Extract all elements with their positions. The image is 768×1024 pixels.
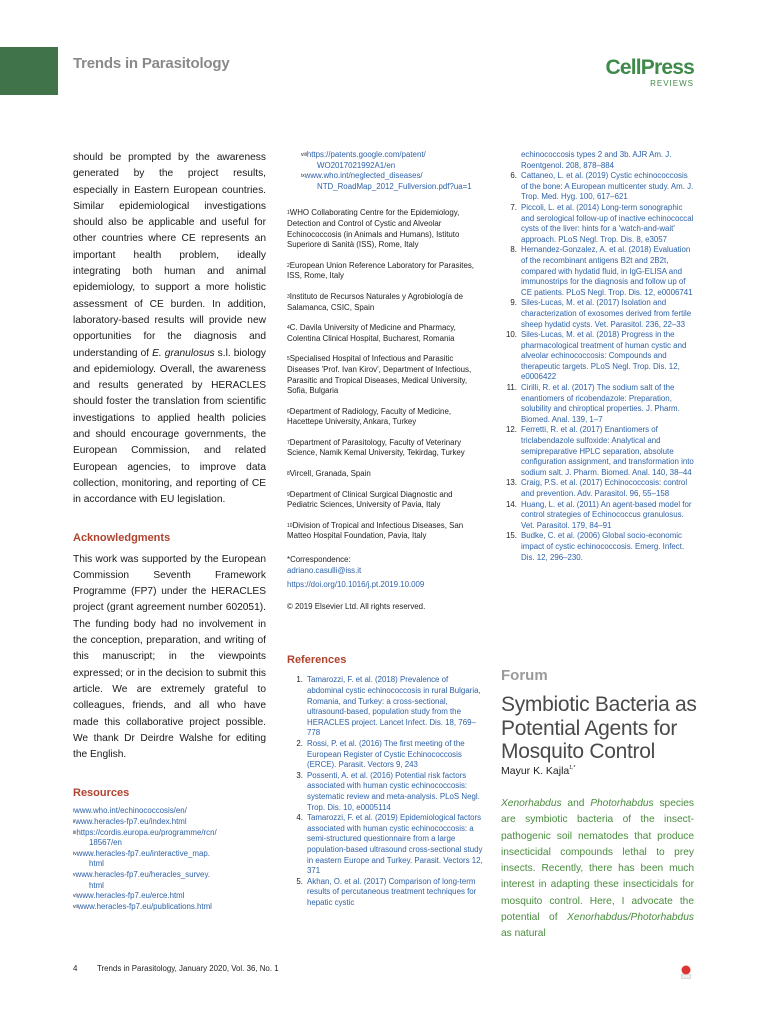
reference-item[interactable]: 9. Siles-Lucas, M. et al. (2017) Isolation and characterization of exosomes derived from fertile sheep hydatid cysts. Vet. Parasitol. 236, 22–33 xyxy=(510,298,692,329)
author-mark: 1,* xyxy=(569,765,576,771)
author-byline xyxy=(501,765,575,777)
resource-link[interactable] xyxy=(73,870,266,891)
affiliation: $^2$European Union Reference Laboratory for Parasites, ISS, Rome, Italy xyxy=(287,260,475,281)
reference-item[interactable]: 5. Akhan, O. et al. (2017) Comparison of long-term results of percutaneous treatment techniques for hepatic cystic xyxy=(296,876,477,907)
reference-item[interactable]: 3. Possenti, A. et al. (2016) Potential risk factors associated with human cystic echinococcosis: systematic review and meta-analysis. PLoS Negl. Trop. Dis. 10, e0005114 xyxy=(296,770,480,812)
reference-item[interactable]: 2. Rossi, P. et al. (2016) The first meeting of the European Register of Cystic Echinococcosis (ERCE). Parasit. Vectors 9, 243 xyxy=(296,738,465,770)
resource-link[interactable] xyxy=(73,806,266,817)
column-1 xyxy=(73,150,266,912)
resource-link[interactable] xyxy=(301,150,483,171)
references-list-continued xyxy=(501,150,694,563)
resource-link[interactable] xyxy=(73,902,266,913)
reference-item[interactable]: 14. Huang, L. et al. (2011) An agent-based model for control strategies of Echinococcus granulosus. Vet. Parasitol. 179, 84–91 xyxy=(506,499,692,530)
author-name: Mayur K. Kajla xyxy=(501,765,570,777)
page-footer xyxy=(73,964,279,973)
resource-url[interactable]: https://cordis.europa.eu/programme/rcn/ xyxy=(76,827,217,837)
resource-url-cont[interactable]: WO2017021992A1/en xyxy=(317,160,396,170)
resource-url[interactable]: www.who.int/neglected_diseases/ xyxy=(304,171,423,181)
cellpress-logo[interactable] xyxy=(604,57,694,89)
reference-item[interactable]: 8. Hernandez-Gonzalez, A. et al. (2018) Evaluation of the recombinant antigens B2t and 2B2t, compared with hydatid fluid, in IgG-ELISA and immunostrips for the diagnosis and follow up of CE patients. PLoS Negl. Trop. Dis. 12, e0006741 xyxy=(510,245,693,297)
reference-item[interactable]: 1. Tamarozzi, F. et al. (2018) Prevalence of abdominal cystic echinococcosis in rural Bulgaria, Romania, and Turkey: a cross-sectional, ultrasound-based, population study from the HERACLES project. Lancet Infect. Dis. 18, 769–778 xyxy=(296,675,481,738)
resources-list xyxy=(73,806,266,912)
resource-link[interactable] xyxy=(73,849,266,870)
affiliation: $^3$Instituto de Recursos Naturales y Agrobiología de Salamanca, CSIC, Spain xyxy=(287,291,464,312)
header-color-block xyxy=(0,47,58,95)
resource-url[interactable]: www.who.int/echinococcosis/en/ xyxy=(74,806,187,816)
reference-item[interactable]: 13. Craig, P.S. et al. (2017) Echinococcosis: control and prevention. Adv. Parasitol. 96, 55–158 xyxy=(506,478,688,498)
affiliation: $^1$WHO Collaborating Centre for the Epidemiology, Detection and Control of Cystic and Alveolar Echinococcosis (in Animals and Humans), Istituto Superiore di Sanità (ISS), Rome, Italy xyxy=(287,208,460,250)
resource-mark: ix xyxy=(301,173,305,180)
affiliation: $^{10}$Division of Tropical and Infectious Diseases, San Matteo Hospital Foundation, Pavia, Italy xyxy=(287,520,464,541)
check-for-updates-icon[interactable] xyxy=(680,965,692,979)
affiliations xyxy=(287,208,483,542)
resource-link[interactable] xyxy=(73,817,266,828)
resource-mark: ii xyxy=(73,818,76,825)
resource-url[interactable]: www.heracles-fp7.eu/heracles_survey. xyxy=(75,869,210,879)
resource-url[interactable]: www.heracles-fp7.eu/interactive_map. xyxy=(76,848,210,858)
resource-link[interactable] xyxy=(73,828,266,849)
reference-item[interactable]: 10. Siles-Lucas, M. et al. (2018) Progress in the pharmacological treatment of human cystic and alveolar echinococcosis: Compounds and therapeutic targets. PLoS Negl. Trop. Dis. 12, e0006422 xyxy=(506,330,687,382)
resource-url-cont[interactable]: NTD_RoadMap_2012_Fullversion.pdf?ua=1 xyxy=(317,181,472,191)
resources-continued xyxy=(287,150,483,192)
reference-item[interactable]: 11. Cirilli, R. et al. (2017) The sodium salt of the enantiomers of ricobendazole: Preparation, solubility and chiroptical properties. J. Pharm. Biomed. Anal. 139, 1–7 xyxy=(506,383,680,424)
resource-url-cont[interactable]: 18567/en xyxy=(89,838,122,848)
resource-mark: iii xyxy=(73,829,77,836)
body-paragraph xyxy=(73,150,266,509)
article-title: Symbiotic Bacteria as Potential Agents for Mosquito Control xyxy=(501,693,697,763)
resource-mark: i xyxy=(73,808,75,815)
footer-citation: Trends in Parasitology, January 2020, Vol. 36, No. 1 xyxy=(97,964,279,973)
reference-item[interactable]: 7. Piccoli, L. et al. (2014) Long-term sonographic and serological follow-up of inactive echinococcal cysts of the liver: hints for a 'watch-and-wait' approach. PLoS Negl. Trop. Dis. 8, e3057 xyxy=(510,202,694,244)
resource-url[interactable]: www.heracles-fp7.eu/publications.html xyxy=(77,901,212,911)
resource-mark: v xyxy=(73,871,76,878)
correspondence-email[interactable]: adriano.casulli@iss.it xyxy=(287,565,362,575)
reference-item[interactable]: echinococcosis types 2 and 3b. AJR Am. J. Roentgenol. 208, 878–884 xyxy=(521,150,672,170)
reference-item[interactable]: 4. Tamarozzi, F. et al. (2019) Epidemiological factors associated with human cystic echinococcosis: a semi-structured questionnaire from a large population-based ultrasound cross-sectional study in eastern Europe and Turkey. Parasit. Vectors 12, 371 xyxy=(296,813,483,876)
resource-mark: iv xyxy=(73,850,77,857)
references-heading: References xyxy=(287,654,347,667)
resource-url[interactable]: https://patents.google.com/patent/ xyxy=(306,150,426,159)
reference-item[interactable]: 15. Budke, C. et al. (2006) Global socio-economic impact of cystic echinococcosis. Emerg. Infect. Dis. 12, 296–230. xyxy=(506,531,685,562)
logo-main: CellPress xyxy=(605,56,694,79)
forum-label: Forum xyxy=(501,667,548,684)
references-list xyxy=(287,675,483,908)
acknowledgments-heading: Acknowledgments xyxy=(73,531,171,544)
body-text: s.l. biology and epidemiology. Overall, the awareness and results generated by HERACLES should foster the translation from scientific investigations to applied health policies and should encourage governments, the European Commission, and related European agencies, to improve data collection, monitoring, and reporting of CE in accordance with EU legislation. xyxy=(73,347,267,506)
logo-sub: REVIEWS xyxy=(650,79,694,88)
affiliation: $^8$Vircell, Granada, Spain xyxy=(287,469,371,479)
page-number: 4 xyxy=(73,964,78,973)
resource-link[interactable] xyxy=(73,891,266,902)
acknowledgments-text: This work was supported by the European Commission Seventh Framework Programme (FP7) under the HERACLES project (grant agreement number 602051). The funding body had no involvement in the conception, preparation, and writing of this manuscript; in the viewpoints expressed; or in the decision to submit this article. We are extremely grateful to colleagues, friends, and all who have made this collaborative project possible. We thank Dr Deirdre Walshe for editing the English. xyxy=(73,553,266,761)
article-abstract: Xenorhabdus and Photorhabdus species are symbiotic bacteria of the insect-pathogenic soil nematodes that produce insecticidal compounds lethal to prey insects. Recently, there has been much interest in adapting these insecticidals for mosquito control. Here, I advocate the potential of Xenorhabdus/Photorhabdus as natural xyxy=(501,798,694,940)
affiliation: $^9$Department of Clinical Surgical Diagnostic and Pediatric Sciences, University of Pavia, Italy xyxy=(287,489,453,510)
body-text: should be prompted by the awareness generated by the project results, especially in Eastern European countries. Similar epidemiological investigations should also be applicable and useful for other countries where CE represents an important health problem, ideally integrating both human and animal epidemiology, to support a more holistic assessment of CE burden. In addition, laboratory-based results will provide new opportunities for the diagnosis and understanding of xyxy=(73,152,266,359)
reference-item[interactable]: 12. Ferretti, R. et al. (2017) Enantiomers of triclabendazole sulfoxide: Analytical and semipreparative HPLC separation, absolute configuration assignment, and transformation into sodium salt. J. Pharm. Biomed. Anal. 140, 38–44 xyxy=(506,425,694,477)
affiliation: $^4$C. Davila University of Medicine and Pharmacy, Colentina Clinical Hospital, Bucharest, Romania xyxy=(287,323,456,343)
resource-url[interactable]: www.heracles-fp7.eu/index.html xyxy=(75,816,187,826)
journal-title: Trends in Parasitology xyxy=(73,55,230,72)
resource-url[interactable]: www.heracles-fp7.eu/erce.html xyxy=(76,891,185,901)
resource-mark: vi xyxy=(73,893,77,900)
reference-item[interactable]: 6. Cattaneo, L. et al. (2019) Cystic echinococcosis of the bone: A European multicenter study. Am. J. Trop. Med. Hyg. 100, 617–621 xyxy=(510,171,694,202)
resource-mark: viii xyxy=(301,152,307,158)
resource-link[interactable] xyxy=(301,171,483,192)
resource-url-cont[interactable]: html xyxy=(89,859,104,869)
affiliation: $^7$Department of Parasitology, Faculty of Veterinary Science, Namik Kemal University, Tekirdag, Turkey xyxy=(287,437,465,458)
species-name: E. granulosus xyxy=(152,347,215,359)
affiliation: $^5$Specialised Hospital of Infectious and Parasitic Diseases 'Prof. Ivan Kirov', Department of Infectious, Parasitic and Tropical Diseases, Medical University, Sofia, Bulgaria xyxy=(287,354,472,396)
affiliation: $^6$Department of Radiology, Faculty of Medicine, Hacettepe University, Ankara, Turkey xyxy=(287,406,452,427)
column-2 xyxy=(287,150,483,908)
column-3 xyxy=(501,150,694,563)
resource-url-cont[interactable]: html xyxy=(89,880,104,890)
correspondence-label: *Correspondence: xyxy=(287,555,351,565)
doi-link[interactable]: https://doi.org/10.1016/j.pt.2019.10.009 xyxy=(287,580,425,590)
copyright: © 2019 Elsevier Ltd. All rights reserved. xyxy=(287,601,426,611)
resources-heading: Resources xyxy=(73,787,130,800)
resource-mark: vii xyxy=(73,903,78,910)
